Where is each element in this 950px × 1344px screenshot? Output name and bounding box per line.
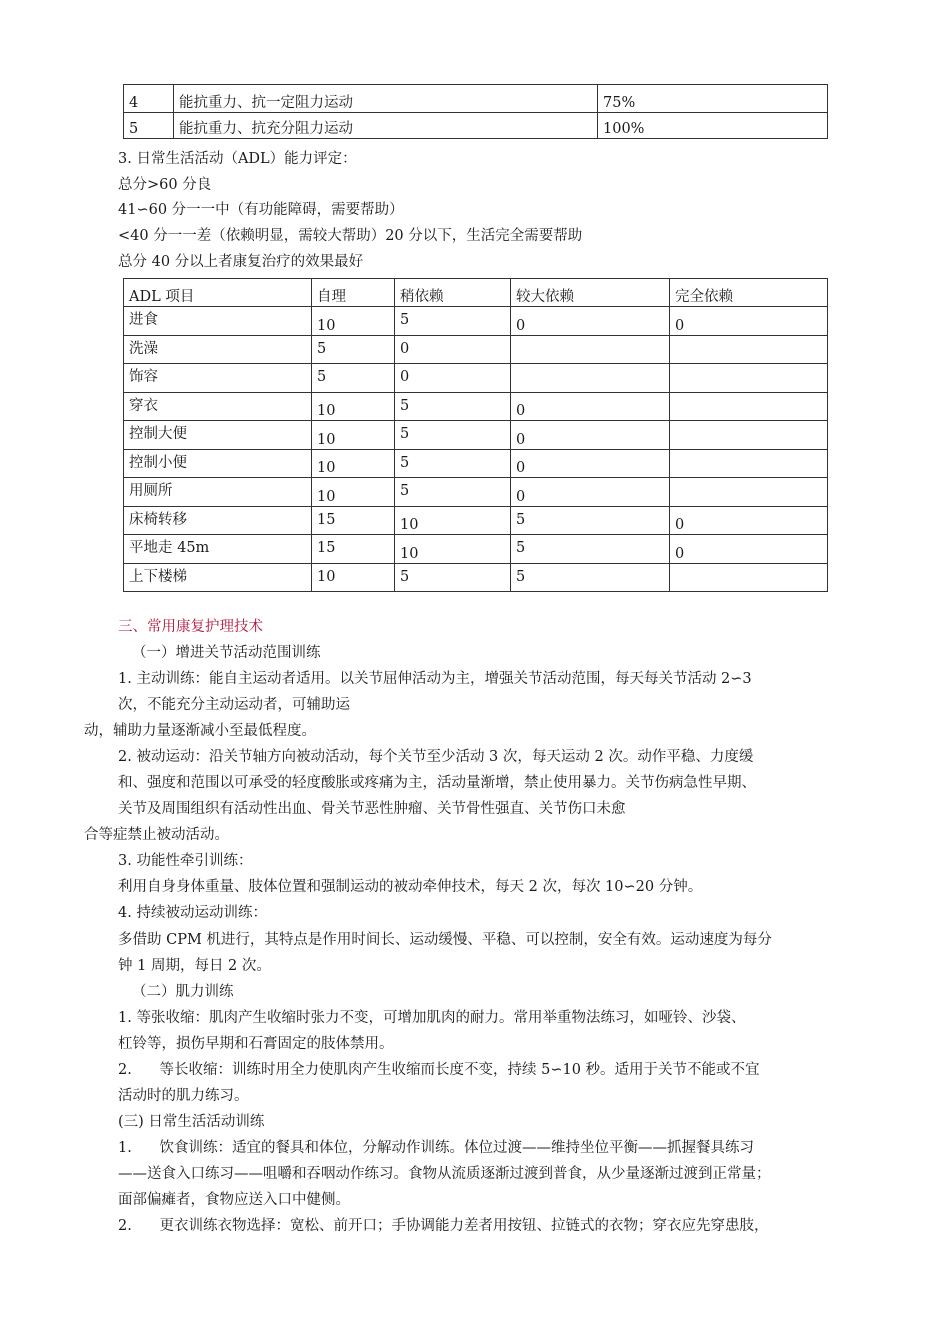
paragraph-line: 活动时的肌力练习。 <box>118 1088 249 1104</box>
adl-item: 控制小便 <box>124 450 312 478</box>
paragraph-line: 4. 持续被动运动训练： <box>118 905 267 921</box>
paragraph-line: 利用自身身体重量、肢体位置和强制运动的被动牵伸技术，每天 2 次，每次 10∽20 分钟。 <box>118 879 703 895</box>
adl-item: 洗澡 <box>124 336 312 364</box>
paragraph-line: 面部偏瘫者，食物应送入口中健侧。 <box>118 1192 350 1208</box>
table-row <box>124 507 828 535</box>
score-cell: 5 <box>395 478 511 507</box>
score-cell: 10 <box>395 507 511 535</box>
paragraph-line: 2. 被动运动：沿关节轴方向被动活动，每个关节至少活动 3 次，每天运动 2 次。动作平稳、力度缓 <box>118 749 754 765</box>
score-cell: 0 <box>511 450 670 478</box>
score-cell: 0 <box>395 364 511 393</box>
paragraph-line: 3. 功能性牵引训练： <box>118 853 253 869</box>
header-cell: 稍依赖 <box>395 279 511 307</box>
paragraph-line: 1. 等张收缩：肌肉产生收缩时张力不变，可增加肌肉的耐力。常用举重物法练习，如哑铃、沙袋、 <box>118 1010 746 1026</box>
adl-item: 上下楼梯 <box>124 564 312 592</box>
adl-score-good: 总分>60 分良 <box>118 177 212 193</box>
strength-desc: 能抗重力、抗一定阻力运动 <box>174 85 598 113</box>
subsection-title: (三) 日常生活活动训练 <box>118 1114 265 1130</box>
adl-item: 用厕所 <box>124 478 312 507</box>
adl-score-medium: 41∽60 分一一中（有功能障碍，需要帮助） <box>118 202 404 218</box>
score-cell: 10 <box>312 421 395 450</box>
table-row <box>124 421 828 450</box>
header-cell: 完全依赖 <box>670 279 828 307</box>
score-cell <box>670 478 828 507</box>
strength-level: 4 <box>124 85 174 113</box>
score-cell: 10 <box>312 450 395 478</box>
score-cell: 10 <box>395 535 511 564</box>
adl-score-note: 总分 40 分以上者康复治疗的效果最好 <box>118 254 364 270</box>
score-cell: 5 <box>395 450 511 478</box>
paragraph-line: 和、强度和范围以可承受的轻度酸胀或疼痛为主，活动量渐增，禁止使用暴力。关节伤病急性早期、 <box>118 775 756 791</box>
score-cell: 0 <box>511 393 670 421</box>
score-cell: 5 <box>511 507 670 535</box>
table-row <box>124 535 828 564</box>
adl-table <box>123 278 828 592</box>
strength-desc: 能抗重力、抗充分阻力运动 <box>174 113 598 139</box>
score-cell: 0 <box>670 307 828 336</box>
score-cell: 5 <box>312 336 395 364</box>
table-row <box>124 564 828 592</box>
section-title: 三、常用康复护理技术 <box>118 619 263 635</box>
paragraph-line: 2. 等长收缩：训练时用全力使肌肉产生收缩而长度不变，持续 5∽10 秒。适用于关节不能或不宜 <box>118 1062 760 1078</box>
score-cell: 0 <box>670 535 828 564</box>
table-row <box>124 85 828 113</box>
strength-level: 5 <box>124 113 174 139</box>
paragraph-line: 多借助 CPM 机进行，其特点是作用时间长、运动缓慢、平稳、可以控制，安全有效。运动速度为每分 <box>118 932 772 948</box>
table-row <box>124 336 828 364</box>
strength-pct: 75% <box>598 85 828 113</box>
score-cell: 0 <box>511 478 670 507</box>
paragraph-line: 动，辅助力量逐渐减小至最低程度。 <box>84 723 316 739</box>
paragraph-line: ——送食入口练习——咀嚼和吞咽动作练习。食物从流质逐渐过渡到普食，从少量逐渐过渡到正常量； <box>118 1166 771 1182</box>
paragraph-line: 2. 更衣训练衣物选择：宽松、前开口；手协调能力差者用按钮、拉链式的衣物；穿衣应先穿患肢， <box>118 1218 769 1234</box>
adl-item: 饰容 <box>124 364 312 393</box>
table-header-row <box>124 279 828 307</box>
score-cell: 0 <box>395 336 511 364</box>
paragraph-line: 钟 1 周期，每日 2 次。 <box>118 958 271 974</box>
paragraph-line: 杠铃等，损伤早期和石膏固定的肢体禁用。 <box>118 1036 394 1052</box>
strength-pct: 100% <box>598 113 828 139</box>
paragraph-line: 关节及周围组织有活动性出血、骨关节恶性肿瘤、关节骨性强直、关节伤口未愈 <box>118 801 626 817</box>
score-cell <box>670 421 828 450</box>
paragraph-line: 合等症禁止被动活动。 <box>84 827 229 843</box>
header-cell: 自理 <box>312 279 395 307</box>
adl-item: 控制大便 <box>124 421 312 450</box>
score-cell <box>670 336 828 364</box>
score-cell <box>511 364 670 393</box>
score-cell: 0 <box>511 421 670 450</box>
paragraph-line: 次，不能充分主动运动者，可辅助运 <box>118 697 350 713</box>
score-cell: 0 <box>511 307 670 336</box>
score-cell: 10 <box>312 564 395 592</box>
score-cell <box>670 364 828 393</box>
paragraph-line: 1. 饮食训练：适宜的餐具和体位，分解动作训练。体位过渡——维持坐位平衡——抓握餐具练习 <box>118 1140 754 1156</box>
score-cell: 5 <box>511 564 670 592</box>
score-cell: 10 <box>312 393 395 421</box>
subsection-title: （二）肌力训练 <box>132 984 234 1000</box>
header-cell: ADL 项目 <box>124 279 312 307</box>
paragraph-line: 1. 主动训练：能自主运动者适用。以关节屈伸活动为主，增强关节活动范围，每天每关节活动 2∽3 <box>118 671 752 687</box>
score-cell <box>670 564 828 592</box>
adl-item: 穿衣 <box>124 393 312 421</box>
adl-item: 进食 <box>124 307 312 336</box>
score-cell: 15 <box>312 507 395 535</box>
score-cell: 15 <box>312 535 395 564</box>
score-cell: 5 <box>511 535 670 564</box>
table-row <box>124 478 828 507</box>
strength-table <box>123 84 828 139</box>
score-cell: 5 <box>395 307 511 336</box>
adl-score-poor: <40 分一一差（依赖明显，需较大帮助）20 分以下，生活完全需要帮助 <box>118 228 583 244</box>
table-row <box>124 393 828 421</box>
adl-heading: 3. 日常生活活动（ADL）能力评定： <box>118 151 357 167</box>
table-row <box>124 307 828 336</box>
score-cell: 5 <box>395 564 511 592</box>
score-cell <box>670 393 828 421</box>
table-row <box>124 364 828 393</box>
score-cell <box>511 336 670 364</box>
adl-item: 床椅转移 <box>124 507 312 535</box>
score-cell <box>670 450 828 478</box>
table-row <box>124 113 828 139</box>
subsection-title: （一）增进关节活动范围训练 <box>132 645 321 661</box>
score-cell: 5 <box>312 364 395 393</box>
score-cell: 5 <box>395 421 511 450</box>
table-row <box>124 450 828 478</box>
header-cell: 较大依赖 <box>511 279 670 307</box>
score-cell: 0 <box>670 507 828 535</box>
score-cell: 10 <box>312 307 395 336</box>
score-cell: 5 <box>395 393 511 421</box>
adl-item: 平地走 45m <box>124 535 312 564</box>
score-cell: 10 <box>312 478 395 507</box>
